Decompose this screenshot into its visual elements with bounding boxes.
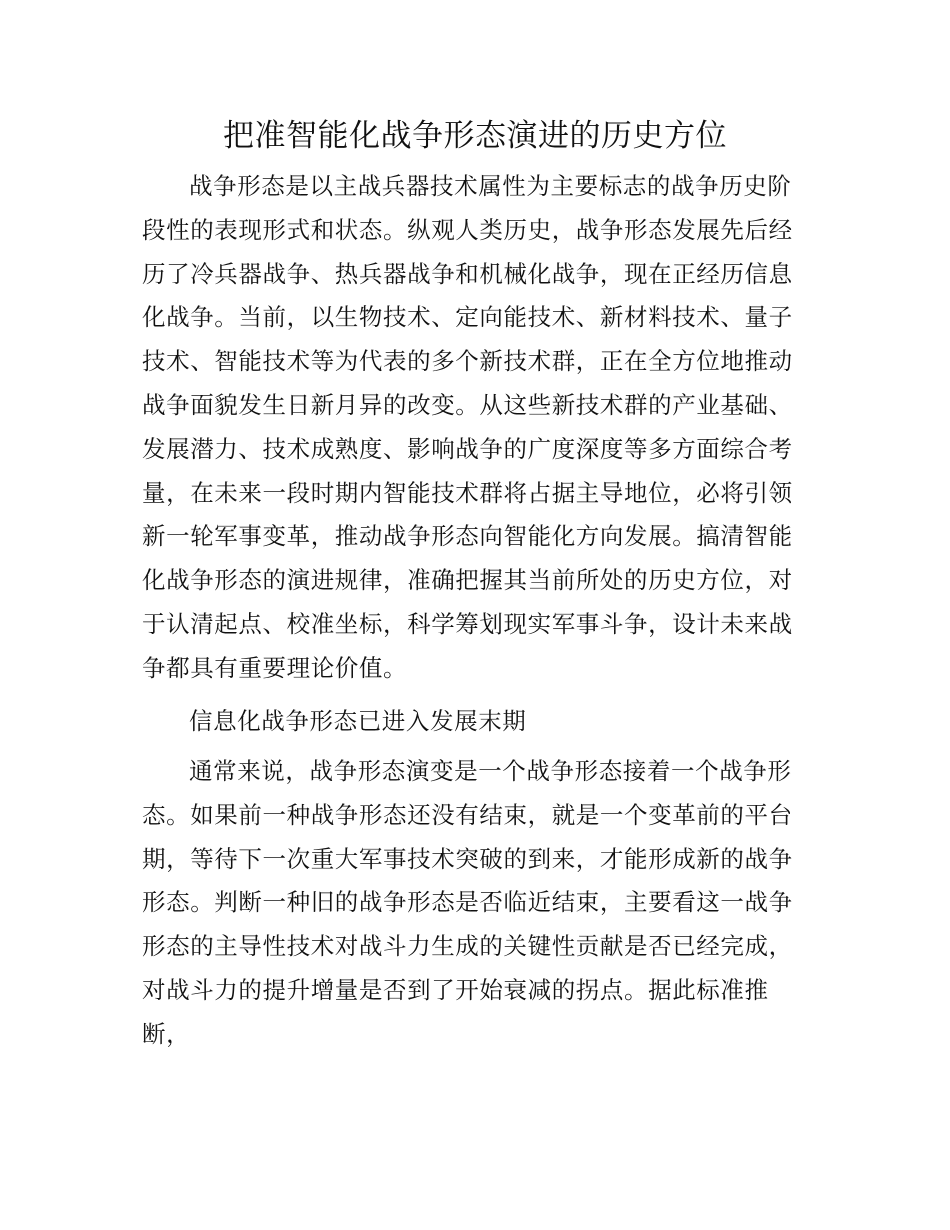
document-title: 把准智能化战争形态演进的历史方位: [223, 118, 727, 154]
paragraph-section-body: 通常来说，战争形态演变是一个战争形态接着一个战争形态。如果前一种战争形态还没有结束，就是一个变革前的平台期，等待下一次重大军事技术突破的到来，才能形成新的战争形态。判断一种旧的战争形态是否临近结束，主要看这一战争形态的主导性技术对战斗力生成的关键性贡献是否已经完成，对战斗力的提升增量是否到了开始衰减的拐点。据此标准推断，: [142, 757, 793, 1048]
paragraph-intro: 战争形态是以主战兵器技术属性为主要标志的战争历史阶段性的表现形式和状态。纵观人类历史，战争形态发展先后经历了冷兵器战争、热兵器战争和机械化战争，现在正经历信息化战争。当前，以生物技术、定向能技术、新材料技术、量子技术、智能技术等为代表的多个新技术群，正在全方位地推动战争面貌发生日新月异的改变。从这些新技术群的产业基础、发展潜力、技术成熟度、影响战争的广度深度等多方面综合考量，在未来一段时期内智能技术群将占据主导地位，必将引领新一轮军事变革，推动战争形态向智能化方向发展。搞清智能化战争形态的演进规律，准确把握其当前所处的历史方位，对于认清起点、校准坐标，科学筹划现实军事斗争，设计未来战争都具有重要理论价值。: [142, 172, 793, 682]
section-heading: 信息化战争形态已进入发展末期: [189, 707, 527, 735]
